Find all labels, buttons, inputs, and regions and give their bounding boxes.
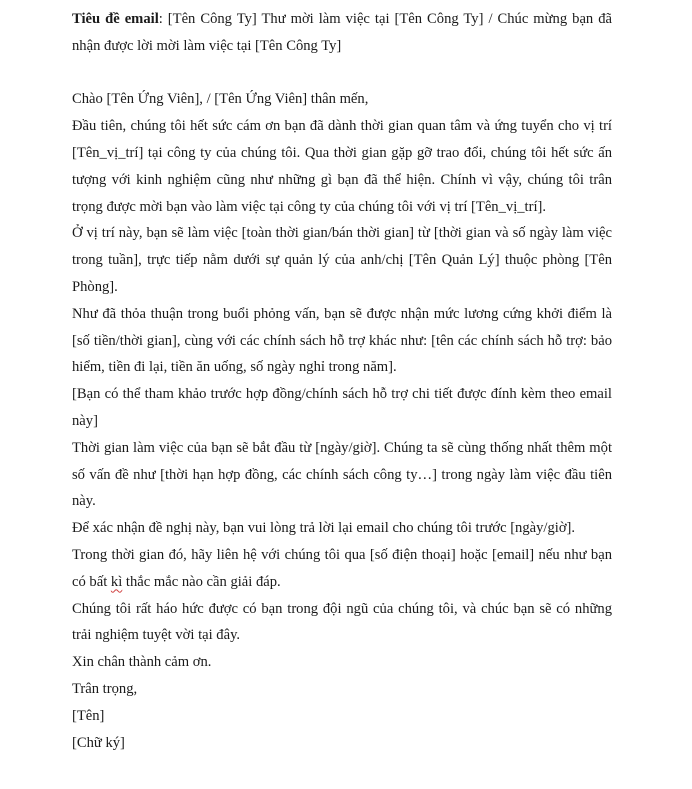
position-paragraph: Ở vị trí này, bạn sẽ làm việc [toàn thời gian/bán thời gian] từ [thời gian và số ngày làm việc trong tuần], trực tiếp nằm dưới sự quản lý của anh/chị [Tên Quản Lý] thuộc phòng [Tên Phòng].: [72, 225, 612, 295]
email-subject: [72, 6, 612, 60]
confirm-paragraph: Để xác nhận đề nghị này, bạn vui lòng trả lời lại email cho chúng tôi trước [ngày/giờ].: [72, 520, 576, 537]
start-date-paragraph: Thời gian làm việc của bạn sẽ bắt đầu từ [ngày/giờ]. Chúng ta sẽ cùng thống nhất thêm một số vấn đề như [thời hạn hợp đồng, các chính sách công ty…] trong ngày làm việc đầu tiên này.: [72, 439, 612, 510]
salary-paragraph: Như đã thỏa thuận trong buổi phỏng vấn, bạn sẽ được nhận mức lương cứng khởi điểm là [số tiền/thời gian], cùng với các chính sách hỗ trợ khác như: [tên các chính sách hỗ trợ: bảo hiểm, tiền đi lại, tiền ăn uống, số ngày nghỉ trong năm].: [72, 305, 612, 376]
sender-signature: [Chữ ký]: [72, 734, 125, 751]
greeting: Chào [Tên Ứng Viên], / [Tên Ứng Viên] thân mến,: [72, 91, 369, 108]
contact-text-after: thắc mắc nào cần giải đáp.: [122, 573, 281, 590]
contact-text-before: Trong thời gian đó, hãy liên hệ với chúng tôi qua [số điện thoại] hoặc [email] nếu như bạn có bất: [72, 546, 612, 590]
subject-label: Tiêu đề email: [72, 11, 159, 27]
attachment-note: [Bạn có thể tham khảo trước hợp đồng/chính sách hỗ trợ chi tiết được đính kèm theo email này]: [72, 386, 612, 429]
welcome-paragraph: Chúng tôi rất háo hức được có bạn trong đội ngũ của chúng tôi, và chúc bạn sẽ có những trải nghiệm tuyệt vời tại đây.: [72, 600, 612, 644]
email-letter: [72, 6, 612, 756]
sender-name: [Tên]: [72, 707, 105, 724]
intro-paragraph: Đầu tiên, chúng tôi hết sức cám ơn bạn đã dành thời gian quan tâm và ứng tuyển cho vị trí [Tên_vị_trí] tại công ty của chúng tôi. Qua thời gian gặp gỡ trao đổi, chúng tôi hết sức ấn tượng với kinh nghiệm cũng như những gì bạn đã thể hiện. Chính vì vậy, chúng tôi trân trọng được mời bạn vào làm việc tại công ty của chúng tôi với vị trí [Tên_vị_trí].: [72, 118, 612, 215]
contact-paragraph: [72, 542, 612, 596]
spelling-flagged-word: kì: [110, 573, 123, 590]
closing-regards: Trân trọng,: [72, 680, 138, 697]
blank-line: [72, 60, 612, 87]
closing-thanks: Xin chân thành cảm ơn.: [72, 654, 212, 671]
subject-text: : [Tên Công Ty] Thư mời làm việc tại [Tên Công Ty] / Chúc mừng bạn đã nhận được lời mời làm việc tại [Tên Công Ty]: [72, 11, 612, 54]
